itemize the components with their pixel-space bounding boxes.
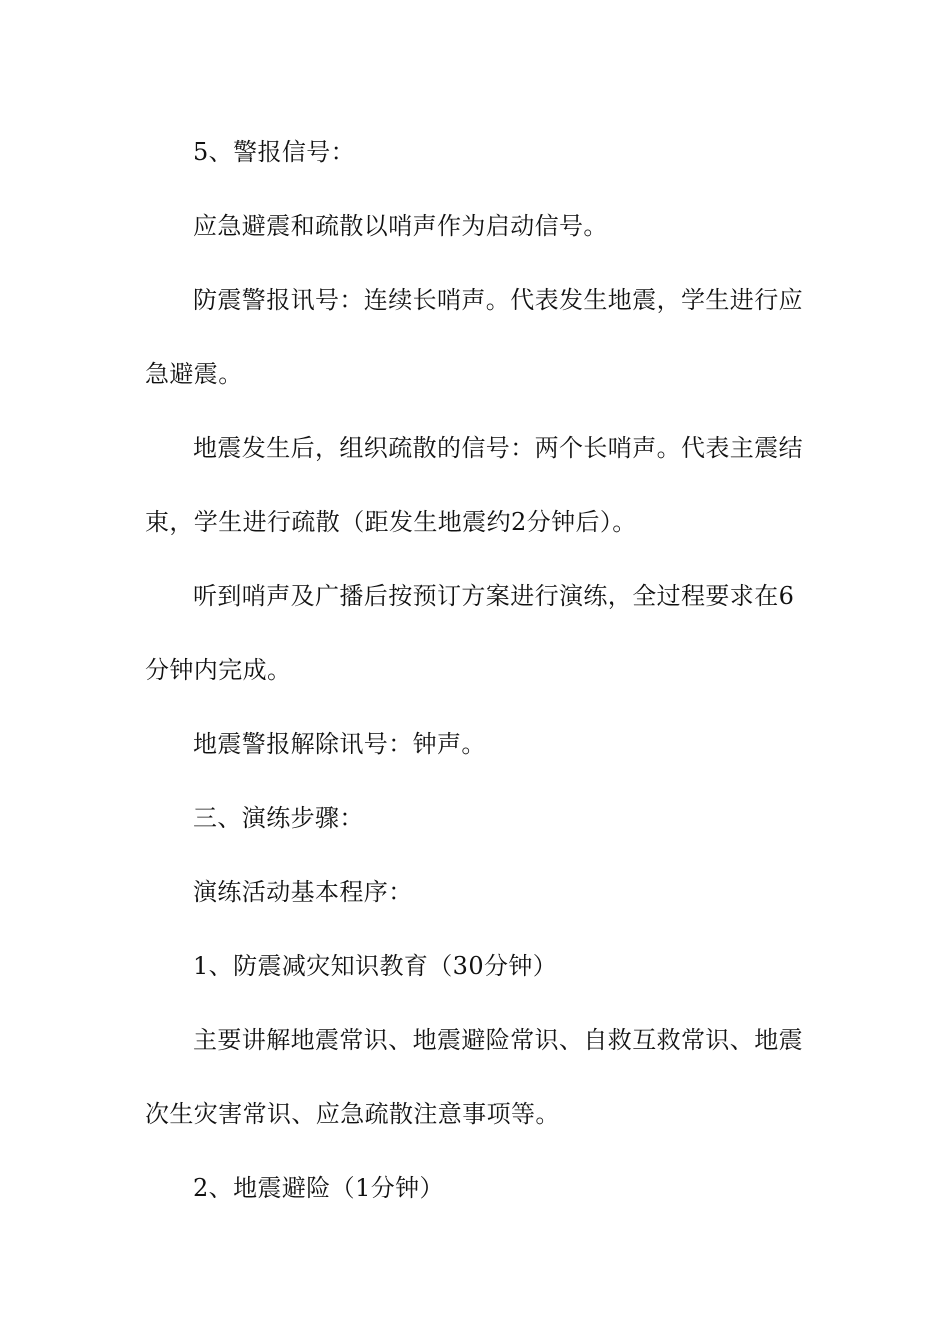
paragraph-alarm-signal-heading: 5、警报信号：: [193, 138, 356, 166]
paragraph-earthquake-avoidance: 2、地震避险（1分钟）: [193, 1174, 444, 1202]
section-heading-drill-steps: 三、演练步骤：: [193, 804, 364, 832]
paragraph-start-signal: 应急避震和疏散以哨声作为启动信号。: [193, 212, 608, 240]
paragraph-lecture-content: 主要讲解地震常识、地震避险常识、自救互救常识、地震次生灾害常识、应急疏散注意事项等。: [145, 1026, 803, 1128]
paragraph-evacuation-signal: 地震发生后，组织疏散的信号：两个长哨声。代表主震结束，学生进行疏散（距发生地震约2分钟后）。: [145, 434, 803, 536]
paragraph-drill-time: 听到哨声及广播后按预订方案进行演练，全过程要求在6分钟内完成。: [145, 582, 795, 684]
paragraph-earthquake-alarm: 防震警报讯号：连续长哨声。代表发生地震，学生进行应急避震。: [145, 286, 803, 388]
paragraph-alarm-release: 地震警报解除讯号：钟声。: [193, 730, 486, 758]
paragraph-basic-procedure: 演练活动基本程序：: [193, 878, 413, 906]
paragraph-knowledge-education: 1、防震减灾知识教育（30分钟）: [193, 952, 558, 980]
